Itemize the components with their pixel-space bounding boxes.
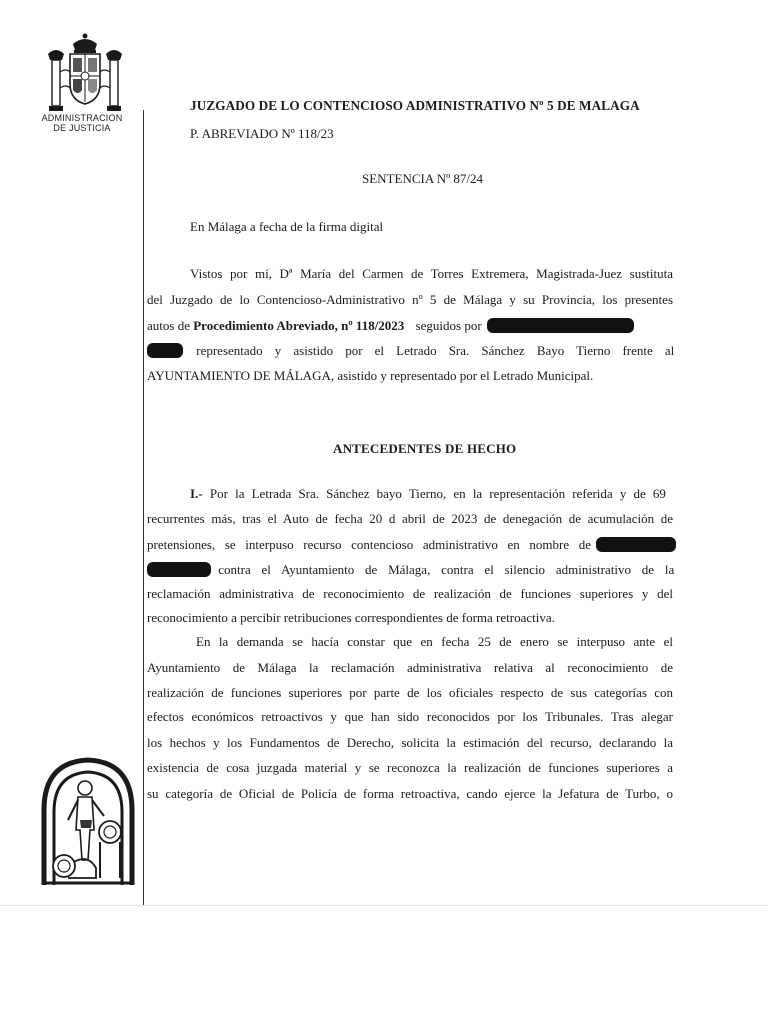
section-heading: ANTECEDENTES DE HECHO (333, 441, 517, 456)
paragraph2-line-5: los hechos y los Fundamentos de Derecho, solicita la estimación del recurso, declarando la (147, 735, 673, 750)
redaction-bar (147, 343, 183, 358)
paragraph1-line-6: reconocimiento a percibir retribuciones correspondientes de forma retroactiva. (147, 610, 555, 625)
intro-line-3 (147, 318, 673, 336)
paragraph1-line-3 (147, 537, 673, 555)
crest-caption-line1: ADMINISTRACION (41, 113, 123, 123)
crest-caption-line2: DE JUSTICIA (53, 123, 111, 133)
court-name: JUZGADO DE LO CONTENCIOSO ADMINISTRATIVO Nº 5 DE MALAGA (190, 98, 640, 113)
paragraph-marker: I.- (190, 486, 203, 501)
sentence-number: SENTENCIA Nº 87/24 (362, 171, 484, 186)
paragraph1-line-4 (147, 562, 673, 580)
case-number: P. ABREVIADO Nº 118/23 (190, 126, 334, 141)
andalusia-emblem-icon (38, 750, 138, 890)
paragraph2-line-4: efectos económicos retroactivos y que han sido reconocidos por los Tribunales. Tras alegar (147, 709, 673, 724)
redaction-bar (487, 318, 634, 333)
paragraph1-line-3-text: pretensiones, se interpuso recurso contencioso administrativo en nombre de (147, 537, 591, 552)
spanish-coat-of-arms-icon (40, 32, 130, 116)
paragraph1-line-1-text: Por la Letrada Sra. Sánchez bayo Tierno, en la representación referida y de 69 (209, 486, 666, 501)
page-edge (0, 905, 768, 906)
intro-line-4-text: representado y asistido por el Letrado Sra. Sánchez Bayo Tierno frente al (196, 343, 675, 358)
procedure-reference: Procedimiento Abreviado, nº 118/2023 (193, 318, 405, 333)
redaction-bar (147, 562, 211, 577)
paragraph2-line-6: existencia de cosa juzgada material y se reconozca la realización de funciones superiores a (147, 760, 673, 775)
intro-line-2: del Juzgado de lo Contencioso-Administrativo nº 5 de Málaga y su Provincia, los presentes (147, 292, 673, 307)
crest-caption (30, 113, 134, 133)
intro-line-3-end: seguidos por (415, 318, 482, 333)
paragraph1-line-4-text: contra el Ayuntamiento de Málaga, contra el silencio administrativo de la (218, 562, 675, 577)
paragraph2-line-3: realización de funciones superiores por parte de los oficiales respecto de sus categorías con (147, 685, 673, 700)
paragraph1-line-2: recurrentes más, tras el Auto de fecha 20 d abril de 2023 de denegación de acumulación de (147, 511, 673, 526)
intro-line-3-start: autos de (147, 318, 190, 333)
redaction-bar (596, 537, 676, 552)
paragraph1-line-5: reclamación administrativa de reconocimiento de realización de funciones superiores y del (147, 586, 673, 601)
date-line: En Málaga a fecha de la firma digital (190, 219, 384, 234)
paragraph2-line-7: su categoría de Oficial de Policía de forma retroactiva, cando ejerce la Jefatura de Turbo, o (147, 786, 673, 801)
intro-line-4 (147, 343, 673, 361)
paragraph1-line-1 (190, 486, 673, 504)
paragraph2-line-1: En la demanda se hacía constar que en fecha 25 de enero se interpuso ante el (196, 634, 673, 649)
margin-rule (143, 110, 144, 905)
intro-line-5: AYUNTAMIENTO DE MÁLAGA, asistido y representado por el Letrado Municipal. (147, 368, 594, 383)
intro-line-1: Vistos por mí, Dª María del Carmen de Torres Extremera, Magistrada-Juez sustituta (190, 266, 673, 281)
paragraph2-line-2: Ayuntamiento de Málaga la reclamación administrativa relativa al reconocimiento de (147, 660, 673, 675)
